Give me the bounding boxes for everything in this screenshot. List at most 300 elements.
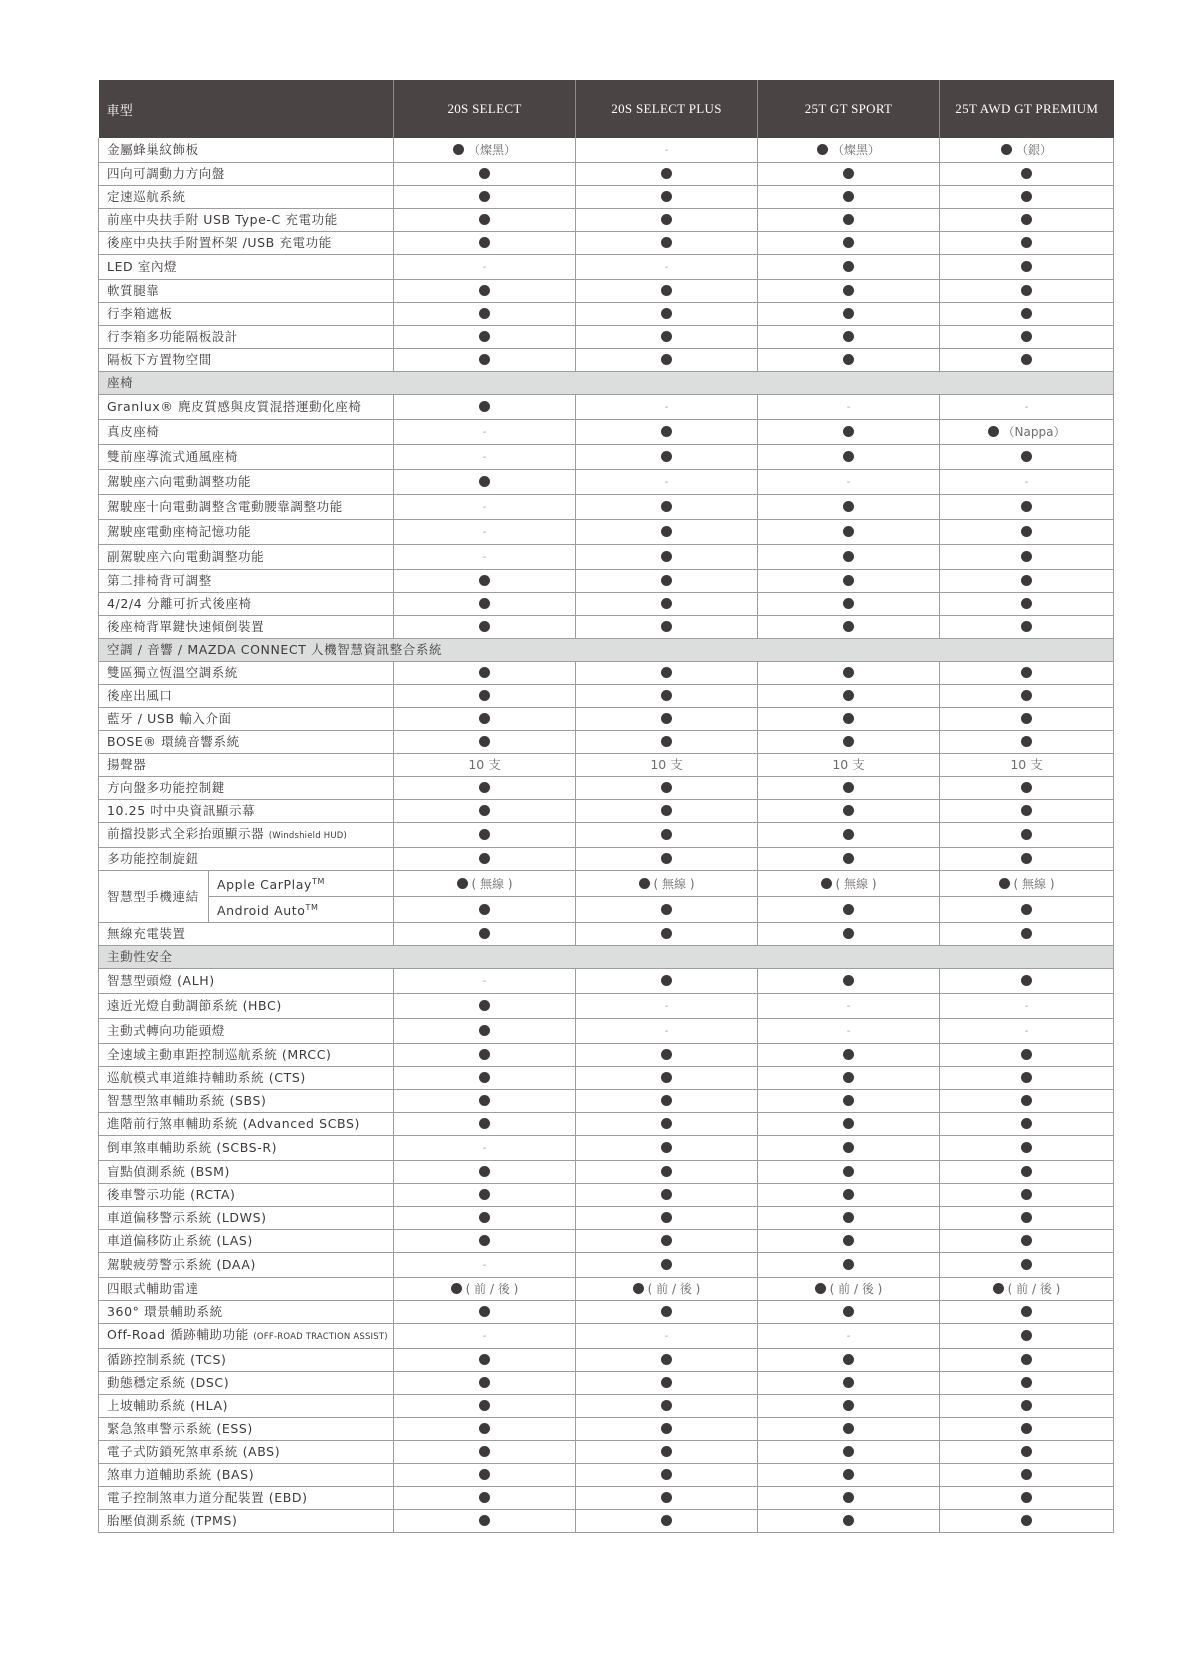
standard-dot-icon bbox=[1021, 975, 1032, 986]
standard-dot-icon bbox=[1021, 1166, 1032, 1177]
value-cell bbox=[394, 897, 576, 923]
standard-dot-icon bbox=[479, 1377, 490, 1388]
value-cell bbox=[394, 1090, 576, 1113]
standard-dot-icon bbox=[1021, 1235, 1032, 1246]
feature-label bbox=[99, 326, 394, 349]
value-cell bbox=[576, 754, 758, 777]
standard-dot-icon bbox=[479, 1212, 490, 1223]
table-row bbox=[99, 1395, 1114, 1418]
standard-dot-icon bbox=[451, 1283, 462, 1294]
value-note: （Nappa） bbox=[1002, 425, 1066, 439]
standard-dot-icon bbox=[843, 1212, 854, 1223]
value-cell bbox=[758, 848, 940, 871]
standard-dot-icon bbox=[843, 451, 854, 462]
feature-label bbox=[99, 923, 394, 946]
feature-label bbox=[99, 1044, 394, 1067]
value-cell bbox=[394, 1349, 576, 1372]
feature-name: 動態穩定系統 (DSC) bbox=[107, 1375, 230, 1391]
value-cell bbox=[940, 186, 1114, 209]
standard-dot-icon bbox=[843, 1095, 854, 1106]
value-note: ( 前 / 後 ) bbox=[647, 1282, 701, 1297]
value-cell bbox=[576, 685, 758, 708]
standard-dot-icon bbox=[843, 782, 854, 793]
value-cell bbox=[940, 545, 1114, 570]
value-cell bbox=[576, 570, 758, 593]
value-cell bbox=[576, 1487, 758, 1510]
feature-name: 前座中央扶手附 USB Type-C 充電功能 bbox=[107, 212, 338, 227]
value-cell bbox=[940, 800, 1114, 823]
standard-dot-icon bbox=[661, 829, 672, 840]
value-cell bbox=[394, 871, 576, 897]
standard-dot-icon bbox=[661, 1189, 672, 1200]
standard-dot-icon bbox=[661, 1446, 672, 1457]
not-available-dash: - bbox=[664, 477, 669, 488]
value-cell bbox=[394, 1253, 576, 1278]
value-cell bbox=[394, 1324, 576, 1349]
standard-dot-icon bbox=[843, 667, 854, 678]
standard-dot-icon bbox=[843, 1515, 854, 1526]
standard-dot-icon bbox=[1021, 451, 1032, 462]
standard-dot-icon bbox=[479, 621, 490, 632]
standard-dot-icon bbox=[661, 191, 672, 202]
value-cell bbox=[394, 777, 576, 800]
value-cell bbox=[758, 1136, 940, 1161]
standard-dot-icon bbox=[1021, 237, 1032, 248]
not-available-dash: - bbox=[1024, 402, 1029, 413]
feature-label bbox=[99, 349, 394, 372]
feature-name: 駕駛座電動座椅記憶功能 bbox=[107, 524, 252, 539]
feature-label bbox=[99, 662, 394, 685]
value-cell bbox=[576, 1510, 758, 1533]
value-cell bbox=[758, 1464, 940, 1487]
value-cell bbox=[940, 255, 1114, 280]
value-cell bbox=[940, 1067, 1114, 1090]
value-note: （燦黑） bbox=[832, 143, 881, 157]
trademark-mark: TM bbox=[305, 903, 319, 913]
not-available-dash: - bbox=[664, 402, 669, 413]
value-cell bbox=[576, 800, 758, 823]
value-cell bbox=[758, 570, 940, 593]
feature-name: 車道偏移防止系統 (LAS) bbox=[107, 1233, 253, 1249]
not-available-dash: - bbox=[482, 527, 487, 538]
standard-dot-icon bbox=[661, 1400, 672, 1411]
standard-dot-icon bbox=[661, 451, 672, 462]
standard-dot-icon bbox=[843, 1469, 854, 1480]
standard-dot-icon bbox=[661, 975, 672, 986]
standard-dot-icon bbox=[1021, 1095, 1032, 1106]
table-row bbox=[99, 897, 1114, 923]
table-row bbox=[99, 616, 1114, 639]
table-row bbox=[99, 777, 1114, 800]
standard-dot-icon bbox=[843, 308, 854, 319]
table-row bbox=[99, 570, 1114, 593]
standard-dot-icon bbox=[479, 1166, 490, 1177]
feature-name: 上坡輔助系統 (HLA) bbox=[107, 1398, 229, 1414]
value-cell bbox=[394, 1067, 576, 1090]
table-row bbox=[99, 1044, 1114, 1067]
table-row bbox=[99, 923, 1114, 946]
table-row bbox=[99, 1441, 1114, 1464]
feature-label bbox=[99, 1418, 394, 1441]
standard-dot-icon bbox=[1021, 690, 1032, 701]
feature-name: 車道偏移警示系統 (LDWS) bbox=[107, 1210, 267, 1226]
standard-dot-icon bbox=[479, 598, 490, 609]
value-cell bbox=[394, 1441, 576, 1464]
table-row bbox=[99, 1278, 1114, 1301]
table-row bbox=[99, 1136, 1114, 1161]
feature-label bbox=[99, 1113, 394, 1136]
feature-label bbox=[99, 1278, 394, 1301]
value-cell bbox=[940, 731, 1114, 754]
standard-dot-icon bbox=[661, 1259, 672, 1270]
value-cell bbox=[940, 969, 1114, 994]
standard-dot-icon bbox=[479, 237, 490, 248]
standard-dot-icon bbox=[479, 904, 490, 915]
standard-dot-icon bbox=[633, 1283, 644, 1294]
header-model-20s-select: 20S SELECT bbox=[394, 80, 576, 138]
value-cell bbox=[394, 1184, 576, 1207]
value-cell bbox=[394, 395, 576, 420]
value-cell bbox=[576, 1230, 758, 1253]
value-cell bbox=[394, 420, 576, 445]
value-cell bbox=[758, 1184, 940, 1207]
standard-dot-icon bbox=[661, 690, 672, 701]
not-available-dash: - bbox=[482, 262, 487, 273]
standard-dot-icon bbox=[661, 426, 672, 437]
feature-name: 藍牙 / USB 輸入介面 bbox=[107, 711, 232, 726]
standard-dot-icon bbox=[479, 1469, 490, 1480]
value-cell bbox=[576, 186, 758, 209]
value-cell bbox=[394, 163, 576, 186]
table-row bbox=[99, 1349, 1114, 1372]
feature-label bbox=[99, 209, 394, 232]
standard-dot-icon bbox=[843, 1259, 854, 1270]
standard-dot-icon bbox=[843, 426, 854, 437]
feature-label bbox=[99, 1067, 394, 1090]
value-cell bbox=[576, 1372, 758, 1395]
value-cell bbox=[758, 800, 940, 823]
value-cell bbox=[576, 823, 758, 848]
table-row bbox=[99, 1372, 1114, 1395]
feature-label bbox=[99, 420, 394, 445]
value-cell bbox=[576, 1349, 758, 1372]
value-cell bbox=[576, 520, 758, 545]
value-cell bbox=[576, 255, 758, 280]
feature-name: 方向盤多功能控制鍵 bbox=[107, 780, 225, 795]
value-cell bbox=[758, 1301, 940, 1324]
value-cell bbox=[758, 897, 940, 923]
feature-name: 駕駛座十向電動調整含電動腰靠調整功能 bbox=[107, 499, 343, 514]
value-cell bbox=[576, 1441, 758, 1464]
table-row bbox=[99, 1487, 1114, 1510]
value-cell bbox=[758, 280, 940, 303]
standard-dot-icon bbox=[843, 928, 854, 939]
value-cell bbox=[394, 1230, 576, 1253]
standard-dot-icon bbox=[479, 1189, 490, 1200]
standard-dot-icon bbox=[661, 1212, 672, 1223]
feature-label bbox=[99, 1230, 394, 1253]
value-cell bbox=[394, 1487, 576, 1510]
standard-dot-icon bbox=[1021, 191, 1032, 202]
sub-feature-name: Android Auto bbox=[217, 903, 306, 919]
value-cell bbox=[394, 255, 576, 280]
table-row bbox=[99, 520, 1114, 545]
standard-dot-icon bbox=[1021, 261, 1032, 272]
value-cell bbox=[758, 969, 940, 994]
standard-dot-icon bbox=[1021, 575, 1032, 586]
header-model-25t-awd-gt-premium: 25T AWD GT PREMIUM bbox=[940, 80, 1114, 138]
not-available-dash: - bbox=[482, 452, 487, 463]
value-cell bbox=[758, 1230, 940, 1253]
table-row bbox=[99, 1464, 1114, 1487]
value-cell bbox=[758, 685, 940, 708]
trademark-mark: TM bbox=[311, 877, 325, 886]
value-cell bbox=[576, 1161, 758, 1184]
value-cell bbox=[758, 871, 940, 897]
value-cell bbox=[394, 280, 576, 303]
feature-name: 駕駛座六向電動調整功能 bbox=[107, 474, 252, 489]
feature-name: 駕駛疲勞警示系統 (DAA) bbox=[107, 1257, 256, 1273]
value-cell bbox=[940, 1510, 1114, 1533]
standard-dot-icon bbox=[1021, 829, 1032, 840]
table-row bbox=[99, 1324, 1114, 1349]
value-cell bbox=[758, 495, 940, 520]
not-available-dash: - bbox=[846, 1026, 851, 1038]
standard-dot-icon bbox=[661, 1049, 672, 1060]
value-cell bbox=[758, 593, 940, 616]
standard-dot-icon bbox=[479, 1049, 490, 1060]
not-available-dash: - bbox=[846, 1331, 851, 1343]
standard-dot-icon bbox=[843, 853, 854, 864]
value-cell bbox=[758, 232, 940, 255]
standard-dot-icon bbox=[843, 1492, 854, 1503]
standard-dot-icon bbox=[661, 1306, 672, 1317]
value-cell bbox=[576, 326, 758, 349]
standard-dot-icon bbox=[1021, 1492, 1032, 1503]
table-row bbox=[99, 186, 1114, 209]
value-cell bbox=[394, 570, 576, 593]
value-cell bbox=[576, 232, 758, 255]
standard-dot-icon bbox=[479, 1423, 490, 1434]
table-row bbox=[99, 1230, 1114, 1253]
standard-dot-icon bbox=[843, 598, 854, 609]
value-cell bbox=[758, 545, 940, 570]
feature-name: 行李箱遮板 bbox=[107, 306, 173, 321]
value-cell bbox=[576, 138, 758, 163]
feature-label bbox=[99, 186, 394, 209]
value-cell bbox=[758, 138, 940, 163]
value-cell bbox=[758, 708, 940, 731]
standard-dot-icon bbox=[479, 1306, 490, 1317]
value-cell bbox=[940, 1441, 1114, 1464]
table-row bbox=[99, 800, 1114, 823]
value-cell bbox=[394, 520, 576, 545]
standard-dot-icon bbox=[843, 1306, 854, 1317]
value-cell bbox=[940, 520, 1114, 545]
feature-label bbox=[99, 685, 394, 708]
feature-name: 雙前座導流式通風座椅 bbox=[107, 449, 239, 464]
table-row bbox=[99, 1418, 1114, 1441]
not-available-dash: - bbox=[846, 1001, 851, 1013]
standard-dot-icon bbox=[661, 354, 672, 365]
value-text: 10 支 bbox=[1010, 757, 1043, 772]
value-cell bbox=[576, 777, 758, 800]
value-cell bbox=[576, 1136, 758, 1161]
section-row bbox=[99, 639, 1114, 662]
standard-dot-icon bbox=[1021, 1354, 1032, 1365]
value-cell bbox=[394, 445, 576, 470]
standard-dot-icon bbox=[1021, 1189, 1032, 1200]
standard-dot-icon bbox=[661, 168, 672, 179]
value-cell bbox=[758, 520, 940, 545]
value-cell bbox=[576, 1184, 758, 1207]
value-cell bbox=[576, 994, 758, 1019]
value-cell bbox=[576, 303, 758, 326]
feature-name: 行李箱多功能隔板設計 bbox=[107, 329, 239, 344]
standard-dot-icon bbox=[1001, 144, 1012, 155]
standard-dot-icon bbox=[479, 1000, 490, 1011]
standard-dot-icon bbox=[1021, 621, 1032, 632]
standard-dot-icon bbox=[479, 1400, 490, 1411]
table-row bbox=[99, 1301, 1114, 1324]
table-row bbox=[99, 1184, 1114, 1207]
value-cell bbox=[394, 923, 576, 946]
standard-dot-icon bbox=[843, 501, 854, 512]
value-cell bbox=[394, 326, 576, 349]
standard-dot-icon bbox=[661, 1095, 672, 1106]
table-row bbox=[99, 209, 1114, 232]
feature-name: 盲點偵測系統 (BSM) bbox=[107, 1164, 231, 1180]
feature-name: 真皮座椅 bbox=[107, 424, 160, 439]
standard-dot-icon bbox=[457, 878, 468, 889]
value-cell bbox=[758, 1019, 940, 1044]
standard-dot-icon bbox=[479, 476, 490, 487]
standard-dot-icon bbox=[479, 331, 490, 342]
standard-dot-icon bbox=[661, 526, 672, 537]
value-cell bbox=[758, 1090, 940, 1113]
value-cell bbox=[940, 754, 1114, 777]
standard-dot-icon bbox=[843, 526, 854, 537]
value-cell bbox=[576, 395, 758, 420]
value-cell bbox=[394, 138, 576, 163]
value-cell bbox=[940, 871, 1114, 897]
standard-dot-icon bbox=[1021, 1423, 1032, 1434]
value-cell bbox=[940, 848, 1114, 871]
standard-dot-icon bbox=[1021, 853, 1032, 864]
standard-dot-icon bbox=[661, 853, 672, 864]
feature-name-english: (OFF-ROAD TRACTION ASSIST) bbox=[253, 1332, 388, 1343]
standard-dot-icon bbox=[843, 1118, 854, 1129]
value-cell bbox=[394, 232, 576, 255]
standard-dot-icon bbox=[843, 690, 854, 701]
feature-name: 多功能控制旋鈕 bbox=[107, 851, 199, 866]
standard-dot-icon bbox=[479, 168, 490, 179]
value-cell bbox=[940, 1136, 1114, 1161]
feature-label bbox=[99, 1301, 394, 1324]
feature-name: 後座中央扶手附置杯架 /USB 充電功能 bbox=[107, 235, 332, 250]
value-cell bbox=[576, 1207, 758, 1230]
feature-name: 揚聲器 bbox=[107, 757, 147, 772]
value-note: （銀） bbox=[1016, 143, 1053, 157]
not-available-dash: - bbox=[482, 502, 487, 513]
feature-name: 煞車力道輔助系統 (BAS) bbox=[107, 1467, 255, 1483]
feature-name: 雙區獨立恆溫空調系統 bbox=[107, 665, 239, 680]
value-cell bbox=[940, 923, 1114, 946]
value-cell bbox=[758, 1113, 940, 1136]
feature-label bbox=[99, 1136, 394, 1161]
value-cell bbox=[576, 1113, 758, 1136]
value-cell bbox=[758, 731, 940, 754]
standard-dot-icon bbox=[1021, 904, 1032, 915]
standard-dot-icon bbox=[999, 878, 1010, 889]
not-available-dash: - bbox=[664, 262, 669, 273]
not-available-dash: - bbox=[846, 477, 851, 488]
feature-name-english: (Windshield HUD) bbox=[268, 831, 347, 841]
value-cell bbox=[940, 1487, 1114, 1510]
feature-name: 金屬蜂巢紋飾板 bbox=[107, 142, 199, 157]
standard-dot-icon bbox=[661, 1166, 672, 1177]
table-row bbox=[99, 1510, 1114, 1533]
standard-dot-icon bbox=[993, 1283, 1004, 1294]
value-cell bbox=[576, 420, 758, 445]
feature-label bbox=[99, 1161, 394, 1184]
feature-label bbox=[99, 994, 394, 1019]
standard-dot-icon bbox=[479, 401, 490, 412]
standard-dot-icon bbox=[1021, 1446, 1032, 1457]
standard-dot-icon bbox=[661, 237, 672, 248]
standard-dot-icon bbox=[843, 285, 854, 296]
value-cell bbox=[758, 470, 940, 495]
feature-label bbox=[99, 969, 394, 994]
feature-label bbox=[99, 1395, 394, 1418]
value-cell bbox=[394, 545, 576, 570]
not-available-dash: - bbox=[664, 1001, 669, 1013]
table-body bbox=[99, 138, 1114, 1533]
feature-name: 10.25 吋中央資訊顯示幕 bbox=[107, 803, 256, 818]
table-row bbox=[99, 823, 1114, 848]
feature-name: Granlux® 麂皮質感與皮質混搭運動化座椅 bbox=[107, 399, 362, 414]
table-row bbox=[99, 326, 1114, 349]
standard-dot-icon bbox=[1021, 285, 1032, 296]
value-cell bbox=[394, 994, 576, 1019]
feature-label bbox=[99, 255, 394, 280]
feature-label bbox=[99, 232, 394, 255]
value-cell bbox=[576, 593, 758, 616]
value-cell bbox=[576, 1301, 758, 1324]
value-text: 10 支 bbox=[468, 757, 501, 772]
feature-name: 全速域主動車距控制巡航系統 (MRCC) bbox=[107, 1047, 332, 1063]
feature-label bbox=[99, 1207, 394, 1230]
standard-dot-icon bbox=[843, 975, 854, 986]
value-cell bbox=[758, 616, 940, 639]
value-cell bbox=[758, 1418, 940, 1441]
value-cell bbox=[940, 593, 1114, 616]
standard-dot-icon bbox=[1021, 1142, 1032, 1153]
value-cell bbox=[940, 326, 1114, 349]
standard-dot-icon bbox=[1021, 667, 1032, 678]
standard-dot-icon bbox=[843, 1072, 854, 1083]
value-cell bbox=[576, 495, 758, 520]
value-cell bbox=[394, 186, 576, 209]
standard-dot-icon bbox=[1021, 928, 1032, 939]
table-row bbox=[99, 232, 1114, 255]
table-row bbox=[99, 871, 1114, 897]
feature-name: 巡航模式車道維持輔助系統 (CTS) bbox=[107, 1070, 306, 1086]
feature-label bbox=[99, 731, 394, 754]
feature-label bbox=[99, 470, 394, 495]
table-row bbox=[99, 662, 1114, 685]
value-cell bbox=[576, 470, 758, 495]
